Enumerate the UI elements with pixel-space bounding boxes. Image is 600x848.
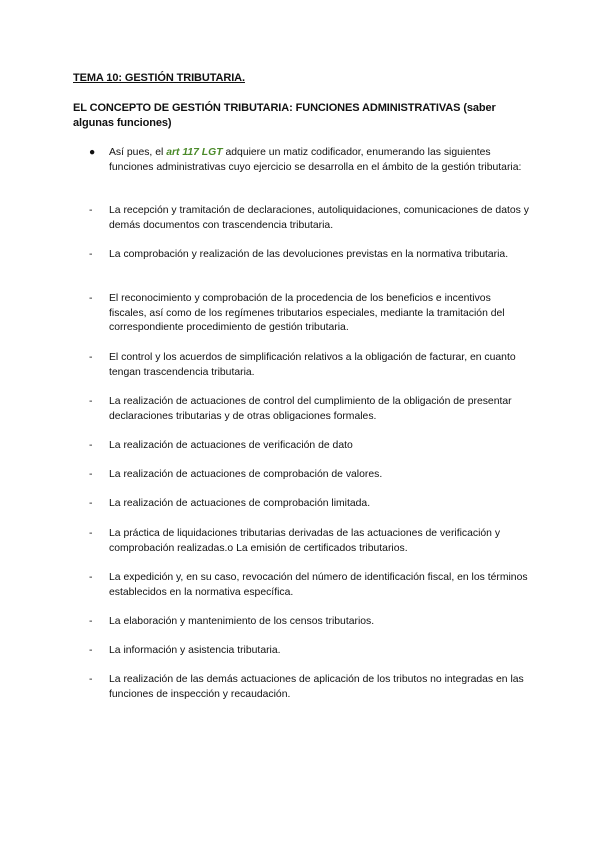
list-item — [89, 571, 529, 600]
dash-icon: - — [89, 674, 93, 685]
list-item-text: La realización de actuaciones de verificación de dato — [109, 440, 353, 451]
dash-icon: - — [89, 616, 93, 627]
list-item — [89, 248, 529, 263]
dash-icon: - — [89, 205, 93, 216]
list-item-text: La realización de actuaciones de comprobación de valores. — [109, 469, 383, 480]
intro-prefix: Así pues, el — [109, 147, 167, 158]
dash-icon: - — [89, 293, 93, 304]
list-item-text: La información y asistencia tributaria. — [109, 645, 281, 656]
dash-icon: - — [89, 352, 93, 363]
list-item — [89, 527, 529, 556]
page-title: TEMA 10: GESTIÓN TRIBUTARIA. — [73, 72, 245, 84]
list-item — [89, 673, 529, 702]
list-item — [89, 644, 529, 659]
intro-paragraph — [89, 146, 529, 175]
law-article-reference: art 117 LGT — [166, 147, 223, 158]
list-item-text: La expedición y, en su caso, revocación del número de identificación fiscal, en los términos establecidos en la normativa específica. — [109, 572, 528, 598]
list-item-text: La comprobación y realización de las devoluciones previstas en la normativa tributaria. — [109, 249, 509, 260]
intro-text — [109, 146, 529, 175]
dash-icon: - — [89, 645, 93, 656]
list-item-text: La práctica de liquidaciones tributarias derivadas de las actuaciones de verificación y comprobación realizadas.o La emisión de certificados tributarios. — [109, 528, 501, 554]
list-item — [89, 395, 529, 424]
dash-icon: - — [89, 469, 93, 480]
dash-icon: - — [89, 396, 93, 407]
list-item — [89, 615, 529, 630]
list-item-text: La realización de actuaciones de comprobación limitada. — [109, 498, 371, 509]
list-item-text: La realización de actuaciones de control del cumplimiento de la obligación de presentar declaraciones tributarias y de otras obligaciones formales. — [109, 396, 512, 422]
dash-icon: - — [89, 440, 93, 451]
section-heading: EL CONCEPTO DE GESTIÓN TRIBUTARIA: FUNCIONES ADMINISTRATIVAS (saber algunas funciones) — [73, 102, 496, 129]
dash-icon: - — [89, 572, 93, 583]
list-item — [89, 204, 529, 233]
list-item-text: La elaboración y mantenimiento de los censos tributarios. — [109, 616, 375, 627]
intro-suffix: adquiere un matiz codificador, enumerando las siguientes funciones administrativas cuyo ejercicio se desarrolla en el ámbito de la gestión tributaria: — [109, 147, 522, 173]
list-item — [89, 351, 529, 380]
list-item-text: La recepción y tramitación de declaraciones, autoliquidaciones, comunicaciones de datos y demás documentos con trascendencia tributaria. — [109, 205, 529, 231]
bullet-icon: ● — [89, 147, 96, 158]
list-item — [89, 497, 529, 512]
dash-icon: - — [89, 528, 93, 539]
list-item — [89, 439, 529, 454]
list-item — [89, 468, 529, 483]
dash-icon: - — [89, 498, 93, 509]
list-item-text: El reconocimiento y comprobación de la procedencia de los beneficios e incentivos fiscales, así como de los regímenes tributarios especiales, mediante la tramitación del correspondiente procedimiento de gestión tributaria. — [109, 293, 505, 333]
list-item — [89, 292, 529, 336]
list-item-text: La realización de las demás actuaciones de aplicación de los tributos no integradas en las funciones de inspección y recaudación. — [109, 674, 524, 700]
list-item-text: El control y los acuerdos de simplificación relativos a la obligación de facturar, en cuanto tengan trascendencia tributaria. — [109, 352, 516, 378]
dash-icon: - — [89, 249, 93, 260]
